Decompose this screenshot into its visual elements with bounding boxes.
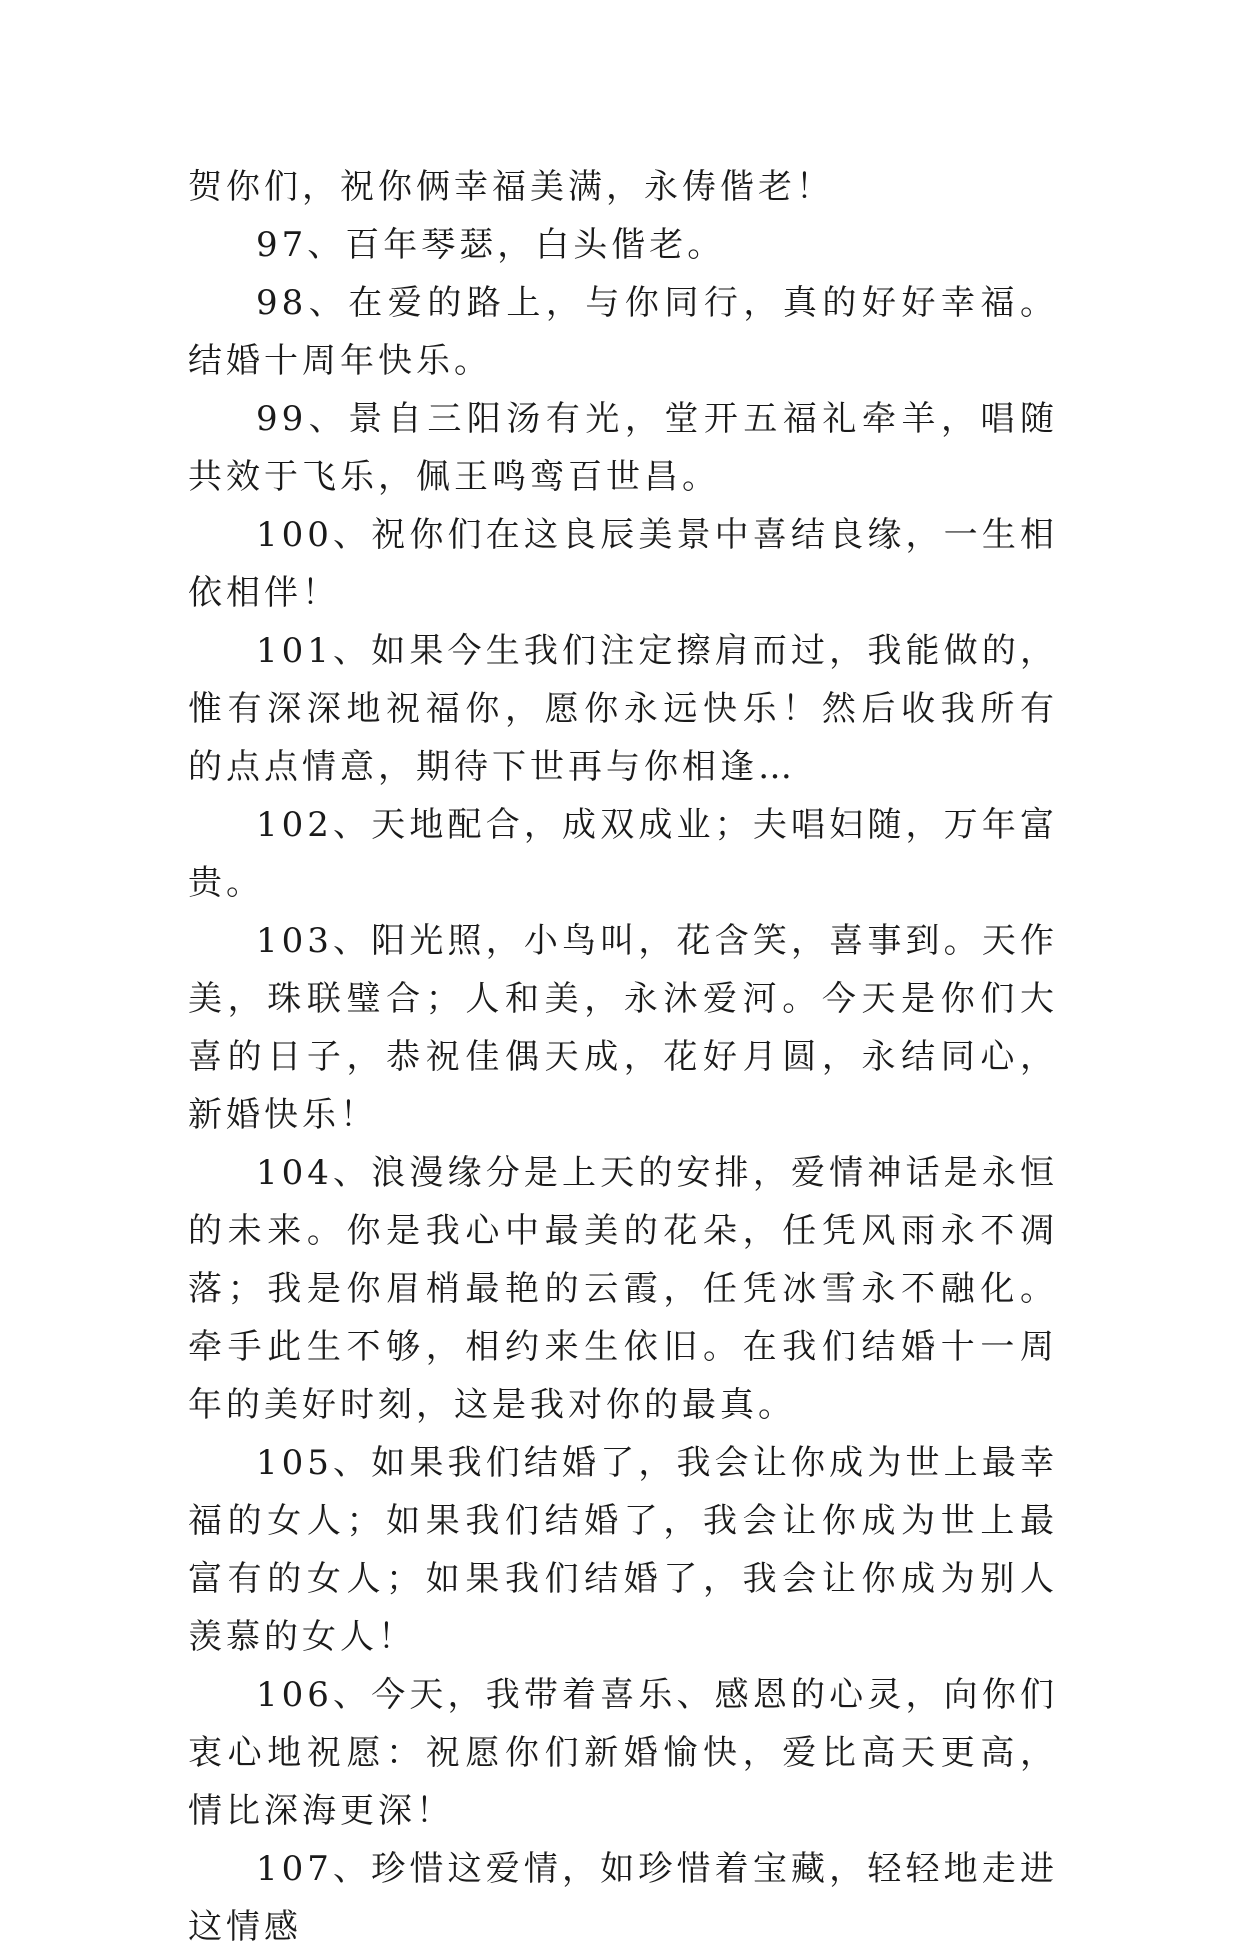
paragraph-100: 100、祝你们在这良辰美景中喜结良缘，一生相依相伴！ [188, 515, 1058, 613]
paragraph-102: 102、天地配合，成双成业；夫唱妇随，万年富贵。 [188, 805, 1058, 903]
paragraph-106: 106、今天，我带着喜乐、感恩的心灵，向你们衷心地祝愿：祝愿你们新婚愉快，爱比高天更高，情比深海更深！ [188, 1675, 1058, 1831]
document-body [188, 158, 1058, 1956]
paragraph-97: 97、百年琴瑟，白头偕老。 [256, 225, 726, 265]
paragraph-99: 99、景自三阳汤有光，堂开五福礼牵羊，唱随共效于飞乐，佩王鸣鸾百世昌。 [188, 399, 1058, 497]
paragraph-98: 98、在爱的路上，与你同行，真的好好幸福。结婚十周年快乐。 [188, 283, 1058, 381]
paragraph-105: 105、如果我们结婚了，我会让你成为世上最幸福的女人；如果我们结婚了，我会让你成为世上最富有的女人；如果我们结婚了，我会让你成为别人羡慕的女人！ [188, 1443, 1058, 1657]
paragraph-107: 107、珍惜这爱情，如珍惜着宝藏，轻轻地走进这情感 [188, 1849, 1058, 1947]
paragraph-103: 103、阳光照，小鸟叫，花含笑，喜事到。天作美，珠联璧合；人和美，永沐爱河。今天是你们大喜的日子，恭祝佳偶天成，花好月圆，永结同心，新婚快乐！ [188, 921, 1058, 1135]
paragraph-104: 104、浪漫缘分是上天的安排，爱情神话是永恒的未来。你是我心中最美的花朵，任凭风雨永不凋落；我是你眉梢最艳的云霞，任凭冰雪永不融化。牵手此生不够，相约来生依旧。在我们结婚十一周年的美好时刻，这是我对你的最真。 [188, 1153, 1058, 1425]
paragraph-continuation: 贺你们，祝你俩幸福美满，永俦偕老！ [188, 167, 834, 207]
paragraph-101: 101、如果今生我们注定擦肩而过，我能做的，惟有深深地祝福你，愿你永远快乐！然后收我所有的点点情意，期待下世再与你相逢… [188, 631, 1058, 787]
